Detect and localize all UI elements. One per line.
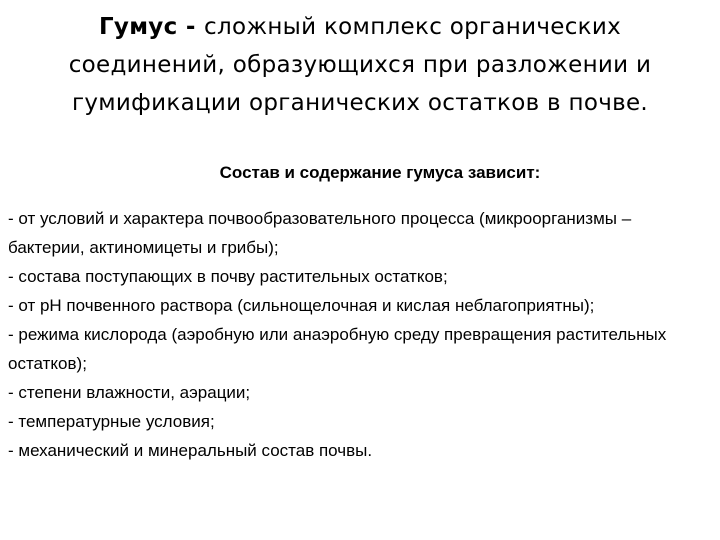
list-item: - степени влажности, аэрации; — [8, 383, 251, 402]
list-item: - состава поступающих в почву растительных остатков; — [8, 267, 448, 286]
list-item: - механический и минеральный состав почвы. — [8, 441, 373, 460]
list-item: - от рН почвенного раствора (сильнощелочная и кислая неблагоприятны); — [8, 296, 595, 315]
factor-list — [8, 204, 708, 465]
slide-title — [22, 8, 698, 122]
title-term: Гумус - — [98, 14, 204, 40]
list-item: - температурные условия; — [8, 412, 215, 431]
title-definition: сложный комплекс органических соединений, образующихся при разложении и гумификации органических остатков в почве. — [68, 14, 652, 116]
list-heading: Состав и содержание гумуса зависит: — [219, 163, 541, 182]
list-item: - от условий и характера почвообразовательного процесса (микроорганизмы – бактерии, актиномицеты и грибы); — [8, 209, 632, 257]
list-item: - режима кислорода (аэробную или анаэробную среду превращения растительных остатков); — [8, 325, 667, 373]
